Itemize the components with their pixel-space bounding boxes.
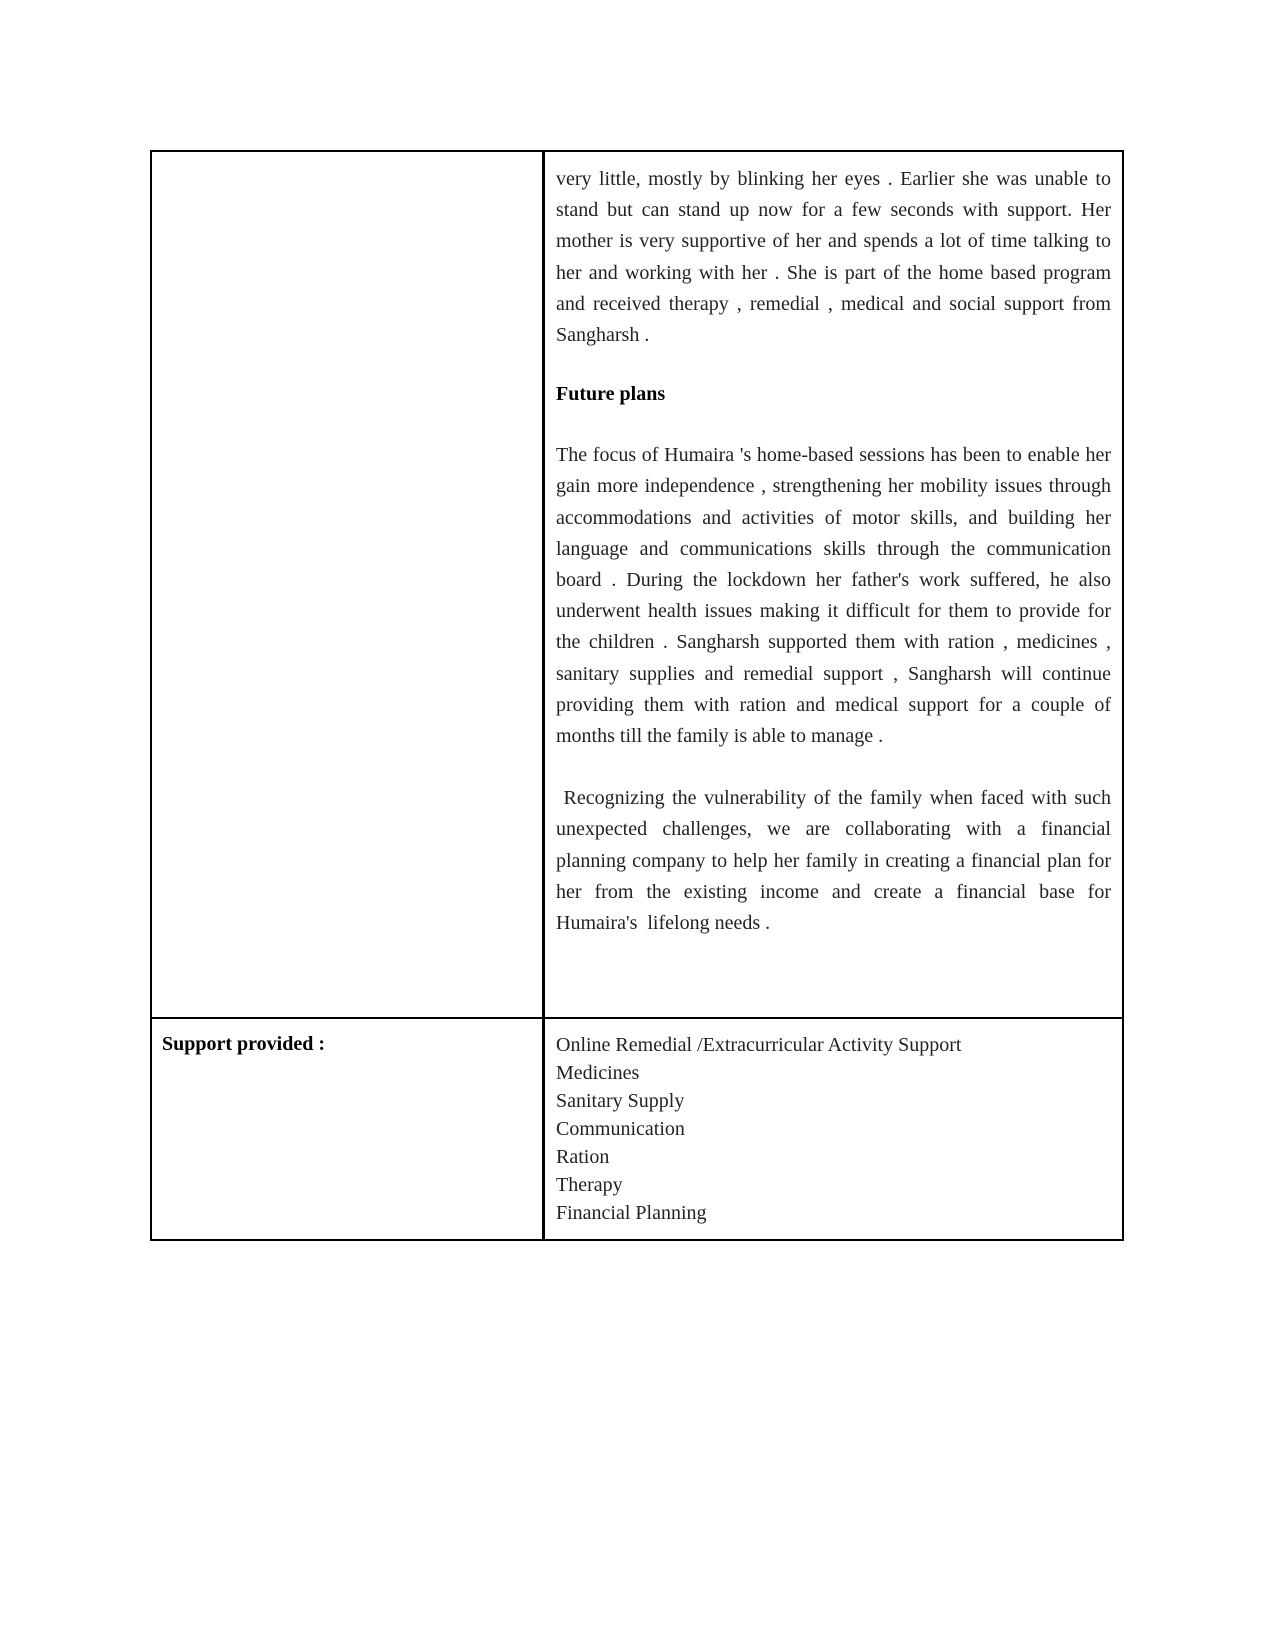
list-item: Online Remedial /Extracurricular Activity Support (556, 1034, 962, 1056)
list-item: Medicines (556, 1062, 640, 1084)
support-label-cell (152, 1019, 545, 1239)
list-item: Communication (556, 1118, 685, 1140)
list-item: Therapy (556, 1174, 623, 1196)
future-paragraph-1: The focus of Humaira 's home-based sessions has been to enable her gain more independence , strengthening her mobility issues through accommodations and activities of motor skills, and building her language and communications skills through the communication board . During the lockdown her father's work suffered, he also underwent health issues making it difficult for them to provide for the children . Sangharsh supported them with ration , medicines , sanitary supplies and remedial support , Sangharsh will continue providing them with ration and medical support for a couple of months till the family is able to manage . (556, 444, 1111, 748)
case-table (150, 150, 1124, 1241)
intro-paragraph: very little, mostly by blinking her eyes . Earlier she was unable to stand but can stand up now for a few seconds with support. Her mother is very supportive of her and spends a lot of time talking to her and working with her . She is part of the home based program and received therapy , remedial , medical and social support from Sangharsh . (556, 168, 1111, 347)
support-list-cell (545, 1019, 1122, 1239)
table-row-support (152, 1017, 1122, 1239)
narrative-cell (545, 152, 1122, 1017)
support-provided-label: Support provided : (162, 1033, 326, 1055)
list-item: Financial Planning (556, 1202, 707, 1224)
list-item: Sanitary Supply (556, 1090, 685, 1112)
support-list (556, 1031, 1111, 1227)
paragraph-gap (556, 752, 1111, 783)
list-item: Ration (556, 1146, 610, 1168)
table-row-narrative (152, 152, 1122, 1017)
future-plans-heading: Future plans (556, 383, 666, 406)
empty-label-cell (152, 152, 545, 1017)
future-paragraph-2: Recognizing the vulnerability of the family when faced with such unexpected challenges, we are collaborating with a financial planning company to help her family in creating a financial plan for her from the existing income and create a financial base for Humaira's lifelong needs . (556, 787, 1116, 935)
